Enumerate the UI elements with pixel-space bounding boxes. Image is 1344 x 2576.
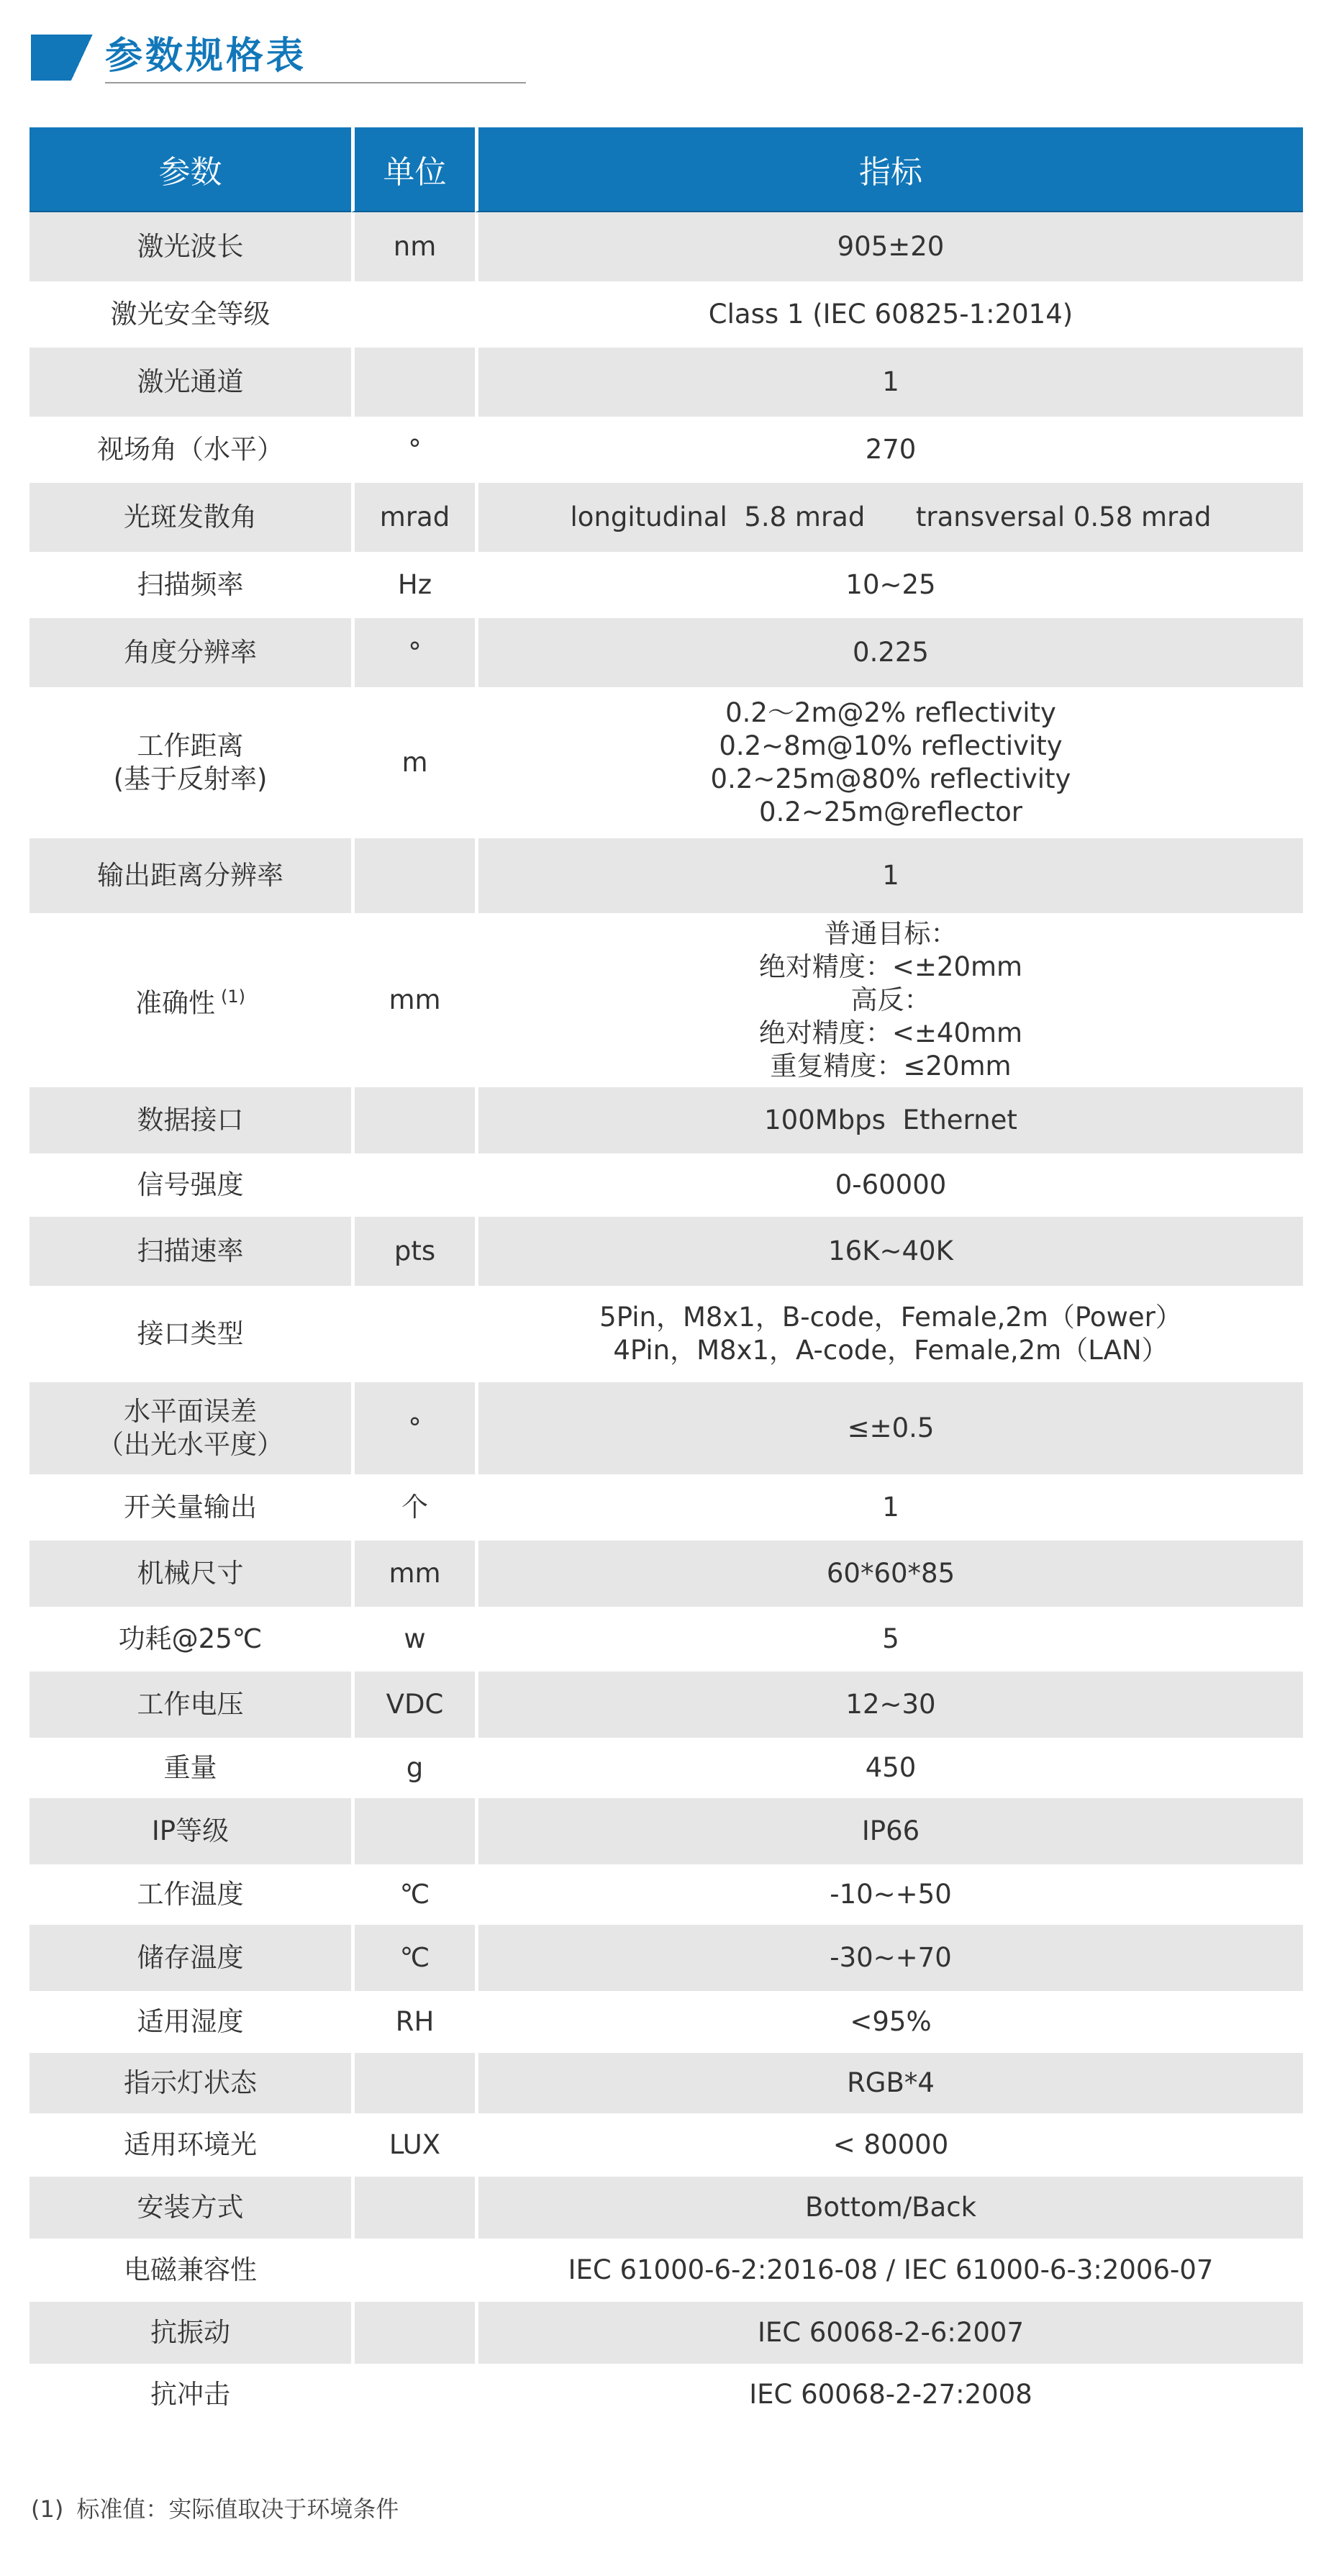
- param-label: 工作温度: [137, 1879, 244, 1910]
- unit-cell: [351, 838, 475, 913]
- page-title: 参数规格表: [105, 35, 307, 78]
- param-label: 重量: [163, 1752, 217, 1783]
- param-cell: [29, 348, 351, 417]
- param-cell: [29, 687, 351, 838]
- value-cell: Class 1 (IEC 60825-1:2014): [475, 281, 1303, 348]
- param-cell: [29, 2053, 351, 2113]
- unit-cell: pts: [351, 1217, 475, 1286]
- table-row: [29, 1217, 1303, 1286]
- param-cell: [29, 1864, 351, 1925]
- value-cell: IEC 61000-6-2:2016-08 / IEC 61000-6-3:2006-07: [475, 2239, 1303, 2302]
- param-label: 激光波长: [137, 231, 244, 262]
- value-cell: IP66: [475, 1798, 1303, 1864]
- param-cell: [29, 1382, 351, 1474]
- param-label: 光斑发散角: [124, 502, 257, 532]
- table-row: [29, 417, 1303, 483]
- unit-cell: m: [351, 687, 475, 838]
- unit-cell: [351, 2177, 475, 2239]
- value-line: 4Pin，M8x1，A-code，Female,2m（LAN）: [613, 1335, 1168, 1366]
- unit-cell: [351, 1798, 475, 1864]
- unit-cell: w: [351, 1607, 475, 1672]
- value-cell: 16K~40K: [475, 1217, 1303, 1286]
- value-cell: 1: [475, 348, 1303, 417]
- value-line: 0.2~8m@10% reflectivity: [719, 730, 1063, 761]
- value-cell: 270: [475, 417, 1303, 483]
- value-cell: IEC 60068-2-6:2007: [475, 2302, 1303, 2364]
- table-row: [29, 2053, 1303, 2113]
- table-row: [29, 2302, 1303, 2364]
- value-cell: 1: [475, 1474, 1303, 1541]
- table-row: [29, 1474, 1303, 1541]
- param-label: 适用湿度: [137, 2006, 244, 2037]
- unit-cell: [351, 2364, 475, 2426]
- param-label: 信号强度: [137, 1169, 244, 1200]
- table-row: [29, 913, 1303, 1087]
- value-cell: 60*60*85: [475, 1541, 1303, 1607]
- param-cell: [29, 2113, 351, 2177]
- unit-cell: Hz: [351, 552, 475, 618]
- unit-cell: [351, 281, 475, 348]
- value-cell: 450: [475, 1738, 1303, 1798]
- param-cell: [29, 1607, 351, 1672]
- table-row: [29, 1607, 1303, 1672]
- param-label: 机械尺寸: [137, 1558, 244, 1589]
- value-cell: 905±20: [475, 212, 1303, 281]
- unit-cell: RH: [351, 1991, 475, 2053]
- param-label: 开关量输出: [124, 1492, 257, 1523]
- param-cell: [29, 483, 351, 552]
- unit-cell: [351, 1286, 475, 1382]
- footnote-reference: (1): [221, 987, 245, 1007]
- unit-cell: [351, 2302, 475, 2364]
- param-cell: [29, 1217, 351, 1286]
- header-value: 指标: [475, 127, 1303, 212]
- param-line: （出光水平度）: [97, 1429, 283, 1460]
- param-cell: [29, 1087, 351, 1153]
- unit-cell: °: [351, 618, 475, 687]
- table-row: [29, 1286, 1303, 1382]
- unit-cell: mrad: [351, 483, 475, 552]
- param-label: 指示灯状态: [124, 2067, 257, 2098]
- unit-cell: [351, 1153, 475, 1217]
- param-cell: [29, 1925, 351, 1991]
- param-label: 数据接口: [137, 1105, 244, 1135]
- param-cell: [29, 1738, 351, 1798]
- table-row: [29, 1541, 1303, 1607]
- table-row: [29, 2113, 1303, 2177]
- unit-cell: °: [351, 417, 475, 483]
- param-label: 安装方式: [137, 2192, 244, 2223]
- param-label: 电磁兼容性: [124, 2254, 257, 2285]
- unit-cell: [351, 2239, 475, 2302]
- value-cell: -30~+70: [475, 1925, 1303, 1991]
- footnote-text: 标准值：实际值取决于环境条件: [76, 2495, 399, 2523]
- table-row: [29, 552, 1303, 618]
- param-label: 功耗@25℃: [118, 1623, 263, 1654]
- unit-cell: ℃: [351, 1925, 475, 1991]
- param-cell: [29, 2239, 351, 2302]
- param-label: 扫描频率: [137, 569, 244, 600]
- param-label: 视场角（水平）: [97, 434, 283, 465]
- value-line: 0.2~25m@reflector: [759, 797, 1022, 827]
- value-cell: Bottom/Back: [475, 2177, 1303, 2239]
- table-row: [29, 687, 1303, 838]
- table-row: [29, 1382, 1303, 1474]
- param-label: 扫描速率: [137, 1235, 244, 1266]
- table-header-row: [29, 127, 1303, 212]
- param-cell: [29, 2177, 351, 2239]
- value-cell: 0.225: [475, 618, 1303, 687]
- param-cell: [29, 552, 351, 618]
- unit-cell: ℃: [351, 1864, 475, 1925]
- param-line: 工作距离: [137, 730, 244, 761]
- param-label: 输出距离分辨率: [97, 860, 283, 891]
- param-cell: [29, 1672, 351, 1738]
- param-cell: [29, 1153, 351, 1217]
- header-unit: 单位: [351, 127, 475, 212]
- param-cell: [29, 1991, 351, 2053]
- param-label: 接口类型: [137, 1318, 244, 1349]
- param-label: 抗振动: [150, 2317, 230, 2348]
- table-row: [29, 1087, 1303, 1153]
- unit-cell: mm: [351, 913, 475, 1087]
- value-cell: < 80000: [475, 2113, 1303, 2177]
- unit-cell: LUX: [351, 2113, 475, 2177]
- value-cell: <95%: [475, 1991, 1303, 2053]
- param-label: 激光安全等级: [110, 299, 271, 330]
- value-cell: 0-60000: [475, 1153, 1303, 1217]
- value-cell: 100Mbps Ethernet: [475, 1087, 1303, 1153]
- value-cell: [475, 687, 1303, 838]
- table-row: [29, 838, 1303, 913]
- param-label: 角度分辨率: [124, 637, 257, 668]
- value-line: 绝对精度：<±20mm: [758, 951, 1023, 982]
- param-line: (基于反射率): [113, 763, 268, 794]
- value-line: 普通目标：: [824, 918, 958, 949]
- value-cell: [475, 1286, 1303, 1382]
- param-label: 准确性: [135, 987, 215, 1019]
- title-accent-shape: [31, 35, 93, 81]
- footnote-mark: (1): [31, 2495, 64, 2523]
- param-cell: [29, 1286, 351, 1382]
- unit-cell: °: [351, 1382, 475, 1474]
- value-cell: 12~30: [475, 1672, 1303, 1738]
- table-row: [29, 281, 1303, 348]
- unit-cell: [351, 1087, 475, 1153]
- table-row: [29, 1798, 1303, 1864]
- param-label: 适用环境光: [124, 2129, 257, 2160]
- param-label: IP等级: [151, 1815, 230, 1846]
- param-cell: [29, 618, 351, 687]
- value-line: 0.2～2m@2% reflectivity: [725, 697, 1056, 728]
- value-cell: longitudinal 5.8 mrad transversal 0.58 mrad: [475, 483, 1303, 552]
- param-label: 储存温度: [137, 1942, 244, 1973]
- value-line: 高反：: [850, 984, 931, 1015]
- table-row: [29, 1672, 1303, 1738]
- section-header: [31, 30, 527, 85]
- value-cell: IEC 60068-2-27:2008: [475, 2364, 1303, 2426]
- param-cell: [29, 2364, 351, 2426]
- table-row: [29, 2364, 1303, 2426]
- unit-cell: nm: [351, 212, 475, 281]
- param-cell: [29, 2302, 351, 2364]
- value-line: 重复精度：≤20mm: [770, 1051, 1012, 1081]
- param-cell: [29, 281, 351, 348]
- table-row: [29, 618, 1303, 687]
- table-row: [29, 1991, 1303, 2053]
- param-cell: [29, 1541, 351, 1607]
- unit-cell: [351, 348, 475, 417]
- value-line: 5Pin，M8x1，B-code，Female,2m（Power）: [599, 1302, 1182, 1333]
- value-cell: [475, 913, 1303, 1087]
- value-cell: -10~+50: [475, 1864, 1303, 1925]
- spec-table: [29, 127, 1303, 2426]
- table-row: [29, 348, 1303, 417]
- value-line: 绝对精度：<±40mm: [758, 1017, 1023, 1048]
- param-label: 工作电压: [137, 1689, 244, 1720]
- value-line: 0.2~25m@80% reflectivity: [710, 763, 1071, 794]
- param-cell: [29, 212, 351, 281]
- value-cell: RGB*4: [475, 2053, 1303, 2113]
- param-cell: [29, 1474, 351, 1541]
- table-row: [29, 1153, 1303, 1217]
- unit-cell: [351, 2053, 475, 2113]
- unit-cell: VDC: [351, 1672, 475, 1738]
- table-row: [29, 212, 1303, 281]
- param-label: 抗冲击: [150, 2379, 230, 2410]
- param-line: 水平面误差: [124, 1396, 257, 1427]
- table-row: [29, 483, 1303, 552]
- value-cell: 10~25: [475, 552, 1303, 618]
- header-param: 参数: [29, 127, 351, 212]
- table-row: [29, 2177, 1303, 2239]
- unit-cell: 个: [351, 1474, 475, 1541]
- param-cell: [29, 913, 351, 1087]
- value-cell: 5: [475, 1607, 1303, 1672]
- unit-cell: g: [351, 1738, 475, 1798]
- param-cell: [29, 417, 351, 483]
- table-row: [29, 2239, 1303, 2302]
- table-row: [29, 1864, 1303, 1925]
- table-row: [29, 1925, 1303, 1991]
- param-cell: [29, 838, 351, 913]
- value-cell: 1: [475, 838, 1303, 913]
- value-cell: ≤±0.5: [475, 1382, 1303, 1474]
- footnote: [31, 2491, 399, 2524]
- param-label: 激光通道: [137, 366, 244, 397]
- unit-cell: mm: [351, 1541, 475, 1607]
- table-row: [29, 1738, 1303, 1798]
- param-cell: [29, 1798, 351, 1864]
- title-underline: [105, 82, 526, 83]
